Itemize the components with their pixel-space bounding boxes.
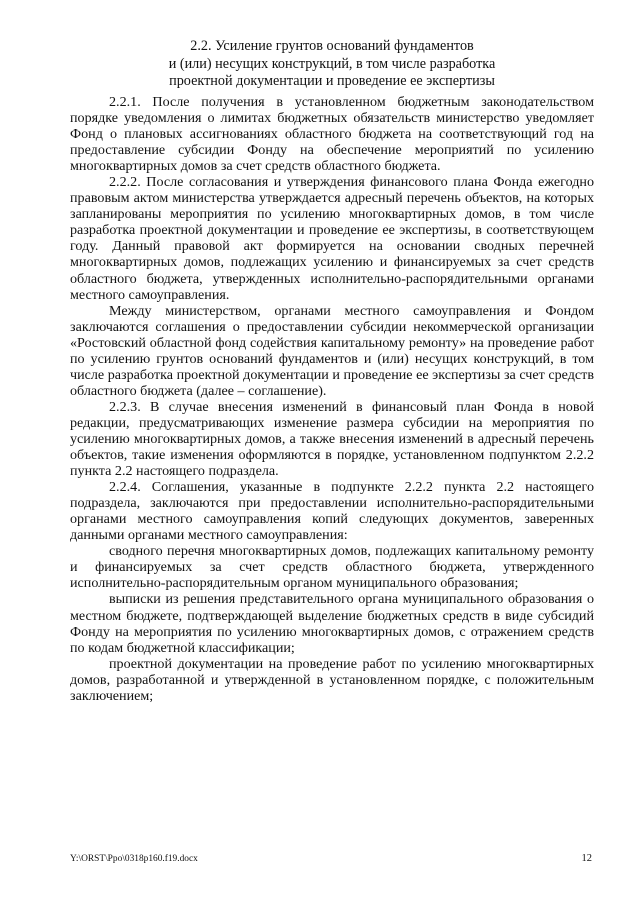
list-item-summary-list: сводного перечня многоквартирных домов, подлежащих капитальному ремонту и финансируемых за счет средств областного бюджета, утвержденного исполнительно-распорядительным органом муниципального образования; bbox=[70, 543, 594, 592]
paragraph-2-2-3: 2.2.3. В случае внесения изменений в финансовый план Фонда в новой редакции, предусматривающих изменение размера субсидии на мероприятия по усилению многоквартирных домов, а также внесения изменений в адресный перечень объектов, такие изменения оформляются в порядке, установленном подпунктом 2.2.2 пункта 2.2 настоящего подраздела. bbox=[70, 398, 594, 480]
document-body bbox=[70, 94, 594, 704]
paragraph-agreements: Между министерством, органами местного самоуправления и Фондом заключаются соглашения о предоставлении субсидии некоммерческой организации «Ростовский областной фонд содействия капитальному ремонту» на проведение работ по усилению грунтов оснований фундаментов и (или) несущих конструкций, в том числе разработка проектной документации и проведение ее экспертизы за счет средств областного бюджета (далее – соглашение). bbox=[70, 302, 594, 399]
heading-line-3: проектной документации и проведение ее экспертизы bbox=[169, 73, 495, 90]
paragraph-2-2-4: 2.2.4. Соглашения, указанные в подпункте 2.2.2 пункта 2.2 настоящего подраздела, заключаются при предоставлении исполнительно-распорядительными органами местного самоуправления копий следующих документов, заверенных данными органами местного самоуправления: bbox=[70, 479, 594, 544]
list-item-project-docs: проектной документации на проведение работ по усилению многоквартирных домов, разработанной и утвержденной в установленном порядке, с положительным заключением; bbox=[70, 655, 594, 704]
page-number: 12 bbox=[581, 853, 592, 864]
footer-file-path: Y:\ORST\Ppo\0318p160.f19.docx bbox=[70, 854, 198, 864]
section-heading bbox=[70, 38, 594, 91]
page-footer bbox=[70, 853, 594, 867]
paragraph-2-2-2: 2.2.2. После согласования и утверждения финансового плана Фонда ежегодно правовым актом министерства утверждается адресный перечень объектов, на которых запланированы мероприятия по усилению многоквартирных домов, в том числе разработка проектной документации и проведение ее экспертизы, в соответствующем году. Данный правовой акт формируется на основании сводных перечней многоквартирных домов, подлежащих усилению и финансируемых за счет средств областного бюджета, утвержденных исполнительно-распорядительными органами местного самоуправления. bbox=[70, 174, 594, 303]
paragraph-2-2-1: 2.2.1. После получения в установленном бюджетным законодательством порядке уведомления о лимитах бюджетных обязательств министерство уведомляет Фонд о плановых ассигнованиях областного бюджета на соответствующий год на предоставление субсидии Фонду на обеспечение мероприятий по усилению многоквартирных домов за счет средств областного бюджета. bbox=[70, 94, 594, 175]
heading-line-2: и (или) несущих конструкций, в том числе разработка bbox=[168, 55, 496, 72]
heading-line-1: 2.2. Усиление грунтов оснований фундаментов bbox=[190, 38, 474, 54]
list-item-budget-extract: выписки из решения представительного органа муниципального образования о местном бюджете, подтверждающей выделение бюджетных средств в виде субсидий Фонду на мероприятия по усилению многоквартирных домов, с отражением средств по кодам бюджетной классификации; bbox=[70, 591, 594, 656]
